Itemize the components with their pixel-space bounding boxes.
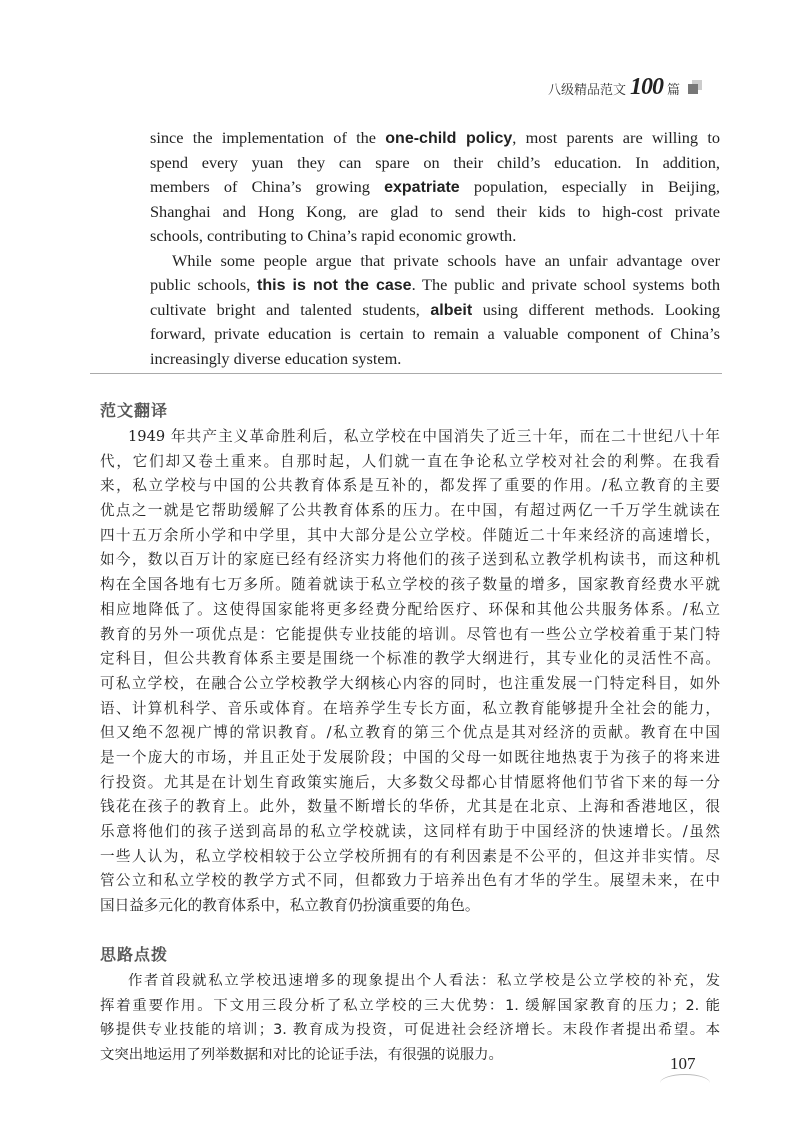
page-number-ornament bbox=[660, 1074, 710, 1083]
text-segment: . The public and private school systems both bbox=[411, 275, 720, 294]
translation-line: 代，它们却又卷土重来。自那时起，人们就一直在争论私立学校对社会的利弊。在我看 bbox=[100, 452, 720, 470]
analysis-line: 挥着重要作用。下文用三段分析了私立学校的三大优势：1. 缓解国家教育的压力；2. 能 bbox=[100, 997, 720, 1014]
analysis-line: 文突出地运用了列举数据和对比的论证手法，有很强的说服力。 bbox=[100, 1047, 503, 1064]
english-line bbox=[150, 224, 720, 249]
translation-line: 国日益多元化的教育体系中，私立教育仍扮演重要的角色。 bbox=[100, 897, 480, 915]
bold-phrase: expatriate bbox=[384, 179, 460, 196]
header-number: 100 bbox=[630, 74, 664, 100]
translation-line: 但又绝不忽视广博的常识教育。/私立教育的第三个优点是其对经济的贡献。教育在中国 bbox=[100, 724, 720, 742]
analysis-heading: 思路点拨 bbox=[100, 945, 169, 964]
english-line bbox=[150, 200, 720, 225]
translation-line: 来，私立学校与中国的公共教育体系是互补的，都发挥了重要的作用。/私立教育的主要 bbox=[100, 477, 720, 495]
english-line bbox=[150, 126, 720, 151]
english-line bbox=[150, 175, 720, 200]
translation-line: 钱花在孩子的教育上。此外，数量不断增长的华侨，尤其是在北京、上海和香港地区，很 bbox=[100, 798, 720, 816]
text-segment: since the implementation of the bbox=[150, 128, 386, 147]
translation-heading: 范文翻译 bbox=[100, 401, 169, 420]
translation-line: 一些人认为，私立学校相较于公立学校所拥有的有利因素是不公平的，但这并非实情。尽 bbox=[100, 847, 720, 865]
translation-line: 教育的另外一项优点是：它能提供专业技能的培训。尽管也有一些公立学校着重于某门特 bbox=[100, 625, 720, 643]
translation-line: 如今，数以百万计的家庭已经有经济实力将他们的孩子送到私立教学机构读书，而这种机 bbox=[100, 551, 720, 569]
text-segment: forward, private education is certain to remain a valuable component of China’s bbox=[150, 324, 720, 343]
english-line bbox=[150, 273, 720, 298]
translation-line: 优点之一就是它帮助缓解了公共教育体系的压力。在中国，有超过两亿一千万学生就读在 bbox=[100, 502, 720, 520]
translation-line: 语、计算机科学、音乐或体育。在培养学生专长方面，私立教育能够提升全社会的能力， bbox=[100, 699, 720, 717]
text-segment: Shanghai and Hong Kong, are glad to send their kids to high-cost private bbox=[150, 201, 720, 221]
analysis-line: 作者首段就私立学校迅速增多的现象提出个人看法：私立学校是公立学校的补充，发 bbox=[128, 973, 720, 989]
text-segment: , most parents are willing to bbox=[512, 128, 720, 147]
english-line bbox=[150, 298, 720, 323]
text-segment: schools, contributing to China’s rapid economic growth. bbox=[150, 226, 517, 245]
running-header bbox=[548, 74, 698, 101]
english-line bbox=[150, 347, 720, 372]
translation-line: 定科目，但公共教育体系主要是围绕一个标准的教学大纲进行，其专业化的灵活性不高。 bbox=[100, 650, 720, 668]
text-segment: cultivate bright and talented students, bbox=[150, 299, 431, 319]
english-essay-text bbox=[150, 126, 720, 371]
section-divider bbox=[90, 373, 722, 374]
english-line bbox=[150, 322, 720, 347]
translation-line: 是一个庞大的市场，并且正处于发展阶段；中国的父母一如既往地热衷于为孩子的将来进 bbox=[100, 748, 720, 766]
translation-line: 行投资。尤其是在计划生育政策实施后，大多数父母都心甘情愿将他们节省下来的每一分 bbox=[100, 773, 720, 791]
page-number: 107 bbox=[670, 1054, 696, 1073]
text-segment: spend every yuan they can spare on their child’s education. In addition, bbox=[150, 152, 720, 172]
analysis-text bbox=[100, 969, 720, 1068]
text-segment: population, especially in Beijing, bbox=[459, 177, 720, 196]
text-segment: While some people argue that private schools have an unfair advantage over bbox=[172, 250, 720, 270]
translation-line: 乐意将他们的孩子送到高昂的私立学校就读，这同样有助于中国经济的快速增长。/虽然 bbox=[100, 823, 720, 840]
text-segment: public schools, bbox=[150, 275, 258, 294]
header-square-icon bbox=[688, 84, 698, 94]
bold-phrase: albeit bbox=[430, 301, 473, 319]
translation-text bbox=[100, 425, 720, 919]
translation-line: 四十五万余所小学和中学里，其中大部分是公立学校。伴随近二十年来经济的高速增长， bbox=[100, 526, 720, 544]
english-line bbox=[150, 249, 720, 274]
header-title: 八级精品范文 bbox=[548, 83, 627, 98]
analysis-line: 够提供专业技能的培训；3. 教育成为投资，可促进社会经济增长。末段作者提出希望。本 bbox=[100, 1022, 720, 1039]
translation-line: 可私立学校，在融合公立学校教学大纲核心内容的同时，也注重发展一门特定科目，如外 bbox=[100, 674, 720, 692]
english-line bbox=[150, 151, 720, 176]
translation-line: 1949 年共产主义革命胜利后，私立学校在中国消失了近三十年，而在二十世纪八十年 bbox=[128, 428, 720, 445]
text-segment: increasingly diverse education system. bbox=[150, 348, 402, 368]
bold-phrase: this is not the case bbox=[257, 277, 412, 294]
text-segment: using different methods. Looking bbox=[472, 299, 720, 319]
bold-phrase: one-child policy bbox=[385, 130, 513, 147]
text-segment: members of China’s growing bbox=[150, 177, 385, 196]
translation-line: 构在全国各地有七万多所。随着就读于私立学校的孩子数量的增多，国家教育经费水平就 bbox=[100, 576, 720, 594]
translation-line: 相应地降低了。这使得国家能将更多经费分配给医疗、环保和其他公共服务体系。/私立 bbox=[100, 600, 720, 618]
translation-line: 管公立和私立学校的教学方式不同，但都致力于培养出色有才华的学生。展望未来，在中 bbox=[100, 872, 720, 890]
header-suffix: 篇 bbox=[667, 83, 681, 98]
